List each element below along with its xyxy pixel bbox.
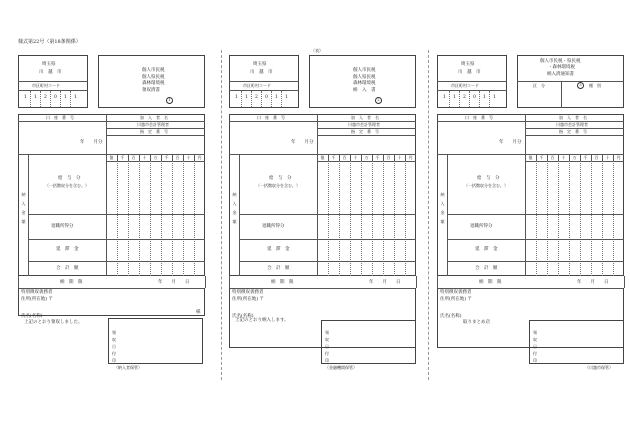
city-code-digit: 1 (64, 95, 67, 100)
type-label: 種 別 (589, 83, 601, 88)
digit-divider (350, 161, 351, 276)
account-number-label: 口 座 番 号 (257, 114, 285, 120)
divider (405, 154, 406, 161)
city-code-digit: 1 (483, 95, 486, 100)
divider (161, 154, 162, 161)
divider (106, 154, 107, 276)
digit-header: 円 (616, 154, 621, 160)
divider (350, 154, 351, 161)
divider (117, 154, 118, 161)
city-label: 川 越 市 (250, 70, 273, 75)
payee-label: 加 入 者 名 (140, 114, 168, 120)
divider (106, 135, 205, 136)
city-code-digit: 1 (74, 95, 77, 100)
city-label: 川 越 市 (458, 70, 481, 75)
digit-divider (361, 161, 362, 276)
divider (28, 214, 205, 215)
digit-header: 千 (583, 154, 588, 160)
digit-divider (281, 91, 282, 107)
amount-row-label: 合 計 額 (475, 265, 498, 271)
city-code-digit: 2 (463, 95, 466, 100)
divider (18, 90, 88, 91)
name-label: 氏名(名称) (21, 314, 43, 319)
deadline-date: 年 月 日 (369, 280, 401, 285)
payment-form-1 (18, 55, 205, 373)
year-month-label: 年 月分 (80, 140, 103, 145)
amount-row-note: （一括徴収分を含む。） (256, 183, 300, 188)
digit-divider (40, 91, 41, 107)
divider (317, 154, 318, 276)
digit-divider (459, 91, 460, 107)
digit-divider (328, 161, 329, 276)
deadline-label: 納 期 限 (60, 280, 83, 285)
receipt-stamp-area (321, 320, 416, 364)
divider (239, 154, 240, 276)
divider (229, 121, 416, 122)
digit-divider (339, 161, 340, 276)
account-number-label: 口 座 番 号 (46, 114, 74, 120)
digit-divider (479, 91, 480, 107)
city-code-digit: 1 (24, 95, 27, 100)
amount-row-label: 延 滞 金 (267, 247, 290, 252)
divider (18, 276, 19, 288)
divider (613, 154, 614, 161)
digit-header: 十 (605, 154, 610, 160)
divider (536, 154, 537, 161)
amount-row-label: 退職所得分 (51, 223, 74, 229)
receipt-stamp-area (529, 320, 624, 364)
divider (580, 154, 581, 161)
city-code-digit: 1 (245, 95, 248, 100)
divider (239, 214, 416, 215)
collector-label: 特別徴収義務者 (232, 290, 264, 295)
digit-divider (449, 91, 450, 107)
front-side-mark: （表） (311, 48, 323, 53)
copy-holder-label: （金融機関保管） (325, 365, 357, 370)
payee-label: 加 入 者 名 (351, 114, 379, 120)
digit-header: 百 (175, 154, 180, 160)
city-code-digit: 1 (443, 95, 446, 100)
divider (229, 90, 299, 91)
divider (437, 81, 507, 82)
divider (602, 154, 603, 161)
amount-row-label: 給 与 分 (269, 176, 292, 181)
main-table (229, 114, 416, 276)
digit-divider (569, 161, 570, 276)
city-code-digit: 0 (54, 95, 57, 100)
digit-header: 億 (320, 154, 325, 160)
digit-header: 百 (386, 154, 391, 160)
digit-header: 億 (109, 154, 114, 160)
address-label: 住所(所在地) 〒 (232, 297, 264, 302)
digit-divider (150, 161, 151, 276)
address-label: 住所(所在地) 〒 (440, 297, 472, 302)
digit-divider (241, 91, 242, 107)
amount-side-label: 納入金額 (21, 192, 26, 224)
digit-divider (372, 161, 373, 276)
divider (569, 154, 570, 161)
payee-value: 川越市会計管理者 (137, 121, 169, 127)
digit-divider (536, 161, 537, 276)
name-label: 氏名(名称) (232, 314, 254, 319)
digit-divider (613, 161, 614, 276)
divider (229, 81, 299, 82)
collector-label: 特別徴収義務者 (440, 290, 472, 295)
divider (317, 114, 318, 154)
payment-form-2 (229, 55, 416, 373)
digit-header: 万 (153, 154, 158, 160)
designation-number-label: 指 定 番 号 (559, 128, 587, 134)
digit-divider (602, 161, 603, 276)
designation-number-label: 指 定 番 号 (140, 128, 168, 134)
digit-header: 十 (561, 154, 566, 160)
divider (183, 154, 184, 161)
digit-divider (547, 161, 548, 276)
title-line: 森林環境税 (353, 81, 376, 86)
divider (128, 154, 129, 161)
digit-divider (261, 91, 262, 107)
divider (28, 239, 205, 240)
digit-divider (139, 161, 140, 276)
city-code-digit: 1 (453, 95, 456, 100)
prefecture-label: 埼玉県 (461, 62, 475, 67)
payee-value: 川越市会計管理者 (556, 121, 588, 127)
digit-header: 十 (142, 154, 147, 160)
amount-row-label: 延 滞 金 (475, 247, 498, 252)
divider (416, 276, 417, 288)
title-circle-number: 1 (166, 88, 173, 104)
divider (561, 81, 562, 108)
digit-header: 千 (164, 154, 169, 160)
payee-label: 加 入 者 名 (559, 114, 587, 120)
divider (558, 154, 559, 161)
divider (525, 135, 624, 136)
divider (525, 161, 624, 162)
amount-row-label: 延 滞 金 (56, 247, 79, 252)
digit-header: 円 (197, 154, 202, 160)
amount-row-label: 退職所得分 (262, 223, 285, 229)
amount-row-label: 退職所得分 (470, 223, 493, 229)
divider (383, 154, 384, 161)
amount-row-note: （一括徴収分を含む。） (464, 183, 508, 188)
digit-divider (394, 161, 395, 276)
divider (525, 154, 526, 276)
title-circle-number: 3 (577, 73, 584, 89)
divider (447, 214, 624, 215)
deadline-label: 納 期 限 (271, 280, 294, 285)
divider (139, 154, 140, 161)
divider (437, 121, 624, 122)
perforation-line (221, 50, 222, 380)
city-label: 川 越 市 (39, 70, 62, 75)
city-code-digit: 1 (34, 95, 37, 100)
title-line: 個人市民税 (353, 68, 376, 73)
divider (547, 154, 548, 161)
deadline-date: 年 月 日 (577, 280, 609, 285)
digit-divider (128, 161, 129, 276)
divider (361, 154, 362, 161)
digit-header: 万 (572, 154, 577, 160)
digit-divider (50, 91, 51, 107)
receipt-stamp-label: 領収日付印 (533, 330, 537, 363)
city-code-label: 市区町村コード (32, 83, 60, 88)
digit-divider (161, 161, 162, 276)
name-label: 氏名(名称) (440, 314, 462, 319)
digit-divider (580, 161, 581, 276)
digit-divider (469, 91, 470, 107)
city-code-digit: 1 (235, 95, 238, 100)
city-code-digit: 1 (275, 95, 278, 100)
title-circle-number: 2 (375, 88, 382, 104)
divider (106, 161, 205, 162)
digit-divider (251, 91, 252, 107)
divider (372, 154, 373, 161)
payment-form-3 (437, 55, 624, 373)
city-code-digit: 2 (44, 95, 47, 100)
digit-divider (172, 161, 173, 276)
title-line: 個人市民税・県民税 (540, 59, 581, 64)
divider (591, 154, 592, 161)
prefecture-label: 埼玉県 (253, 62, 267, 67)
title-line: ・森林環境税 (548, 65, 575, 70)
amount-row-label: 給 与 分 (477, 176, 500, 181)
title-line: 個人県民税 (353, 74, 376, 80)
digit-header: 百 (131, 154, 136, 160)
honorific-seal: 様 (196, 310, 201, 315)
address-label: 住所(所在地) 〒 (21, 297, 53, 302)
city-code-label: 市区町村コード (243, 83, 271, 88)
prefecture-label: 埼玉県 (42, 62, 56, 67)
divider (205, 276, 206, 288)
divider (317, 135, 416, 136)
digit-divider (30, 91, 31, 107)
title-line: 森林環境税 (142, 81, 165, 86)
city-code-digit: 1 (493, 95, 496, 100)
divider (394, 154, 395, 161)
divider (18, 121, 205, 122)
digit-header: 億 (528, 154, 533, 160)
title-line: 個人県民税 (142, 74, 165, 80)
digit-header: 百 (342, 154, 347, 160)
amount-row-label: 合 計 額 (267, 265, 290, 271)
deadline-label: 納 期 限 (479, 280, 502, 285)
city-code-digit: 2 (255, 95, 258, 100)
digit-divider (183, 161, 184, 276)
divider (239, 239, 416, 240)
divider (525, 114, 526, 154)
city-code-digit: 0 (265, 95, 268, 100)
amount-row-label: 合 計 額 (56, 265, 79, 271)
receipt-stamp-label: 領収日付印 (112, 330, 116, 363)
main-table (437, 114, 624, 276)
digit-divider (60, 91, 61, 107)
divider (517, 81, 624, 82)
receipt-stamp-label: 領収日付印 (325, 330, 329, 363)
city-code-label: 市区町村コード (451, 83, 479, 88)
collector-label: 特別徴収義務者 (21, 290, 53, 295)
copy-holder-label: （納入者保管） (114, 365, 142, 370)
closing-text: 上記のとおり領収しました。 (24, 320, 83, 325)
document-title: 納入済通知書 (547, 72, 574, 77)
category-label: 区 分 (533, 83, 545, 88)
digit-header: 百 (594, 154, 599, 160)
amount-side-label: 納入金額 (440, 192, 445, 224)
document-title: 納 入 書 (353, 87, 376, 93)
digit-divider (591, 161, 592, 276)
divider (229, 276, 230, 288)
divider (18, 81, 88, 82)
designation-number-label: 指 定 番 号 (351, 128, 379, 134)
divider (317, 161, 416, 162)
account-number-label: 口 座 番 号 (465, 114, 493, 120)
divider (106, 114, 107, 154)
digit-header: 千 (539, 154, 544, 160)
amount-side-label: 納入金額 (232, 192, 237, 224)
divider (28, 261, 205, 262)
deadline-date: 年 月 日 (158, 280, 190, 285)
payee-value: 川越市会計管理者 (348, 121, 380, 127)
amount-row-note: （一括徴収分を含む。） (45, 183, 89, 188)
divider (437, 276, 438, 288)
divider (339, 154, 340, 161)
divider (624, 276, 625, 288)
receipt-stamp-area (108, 318, 203, 364)
digit-header: 千 (375, 154, 380, 160)
document-title: 領収済書 (142, 87, 160, 93)
digit-divider (271, 91, 272, 107)
digit-header: 十 (353, 154, 358, 160)
main-table (18, 114, 205, 276)
city-code-digit: 0 (473, 95, 476, 100)
digit-header: 万 (364, 154, 369, 160)
digit-header: 千 (331, 154, 336, 160)
digit-header: 十 (397, 154, 402, 160)
digit-header: 百 (550, 154, 555, 160)
digit-header: 千 (120, 154, 125, 160)
closing-text: 取りまとめ店 (463, 320, 490, 325)
closing-text: 上記のとおり納入します。 (235, 318, 289, 323)
divider (447, 261, 624, 262)
city-code-digit: 1 (285, 95, 288, 100)
digit-divider (558, 161, 559, 276)
year-month-label: 年 月分 (291, 140, 314, 145)
title-line: 個人市民税 (142, 68, 165, 73)
year-month-label: 年 月分 (499, 140, 522, 145)
divider (28, 154, 29, 276)
divider (194, 154, 195, 161)
divider (239, 261, 416, 262)
digit-divider (70, 91, 71, 107)
digit-divider (383, 161, 384, 276)
amount-row-label: 給 与 分 (58, 176, 81, 181)
copy-holder-label: （川越市保管） (585, 365, 613, 370)
divider (447, 239, 624, 240)
divider (447, 154, 448, 276)
digit-divider (489, 91, 490, 107)
digit-header: 円 (408, 154, 413, 160)
perforation-line (428, 50, 429, 380)
digit-divider (117, 161, 118, 276)
digit-divider (194, 161, 195, 276)
digit-divider (405, 161, 406, 276)
divider (437, 90, 507, 91)
digit-header: 十 (186, 154, 191, 160)
divider (172, 154, 173, 161)
divider (150, 154, 151, 161)
divider (328, 154, 329, 161)
form-number: 様式第22号（第18条関係） (18, 39, 81, 45)
